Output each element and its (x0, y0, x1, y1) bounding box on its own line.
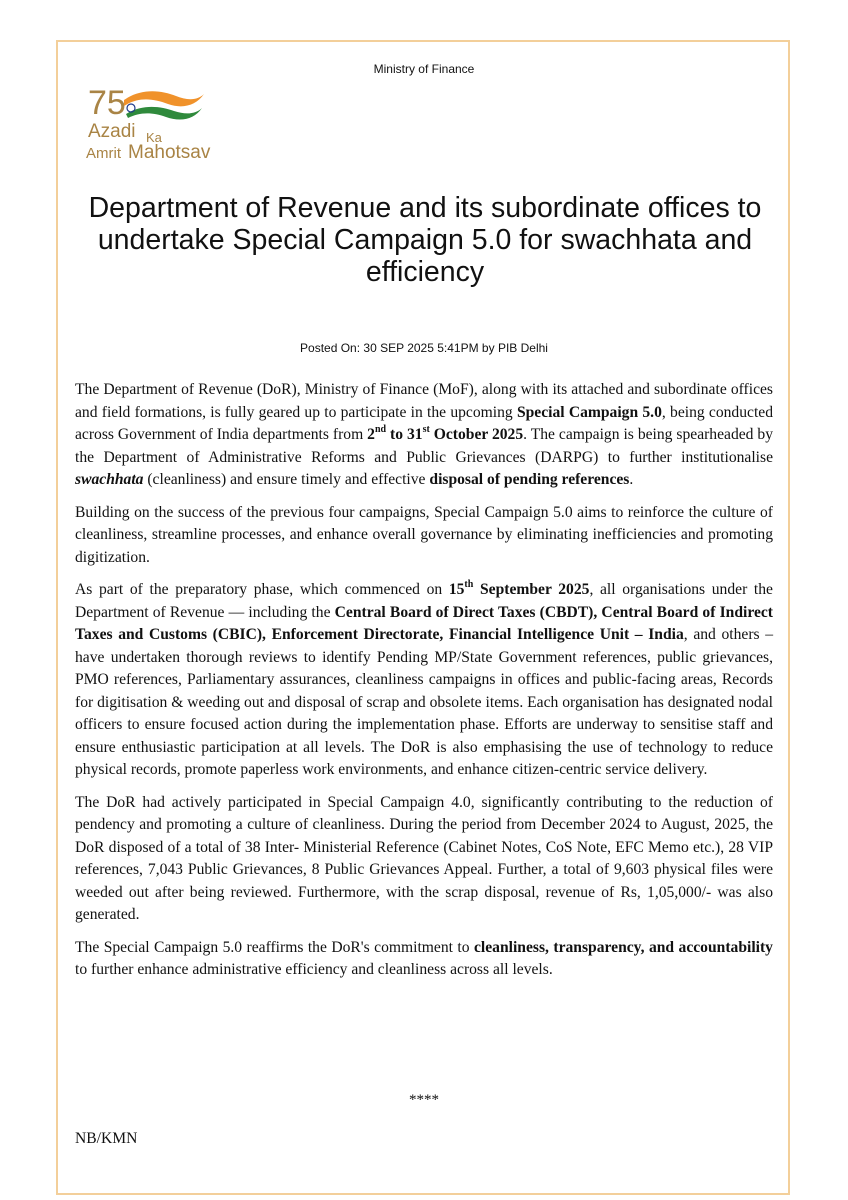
logo-ka: Ka (146, 130, 162, 145)
separator-stars: **** (409, 1092, 439, 1108)
logo-amrit: Amrit (86, 145, 121, 162)
paragraph-5: The Special Campaign 5.0 reaffirms the DoR's commitment to cleanliness, transparency, and accountability to further enhance administrative efficiency and cleanliness across all levels. (75, 938, 773, 978)
logo-flag-green (126, 107, 202, 120)
logo-chakra (127, 104, 135, 112)
paragraph-2: Building on the success of the previous four campaigns, Special Campaign 5.0 aims to reinforce the culture of cleanliness, streamline processes, and enhance overall governance by eliminating inefficiencies and promoting digitization. (75, 503, 773, 566)
logo-azadi: Azadi (88, 121, 136, 142)
signature: NB/KMN (75, 1130, 138, 1147)
article-body (75, 379, 773, 992)
logo-mahotsav: Mahotsav (128, 142, 211, 163)
logo-number: 75 (88, 84, 126, 122)
azadi-ka-amrit-mahotsav-logo (86, 80, 236, 170)
posted-on: Posted On: 30 SEP 2025 5:41PM by PIB Delhi (300, 341, 548, 355)
logo-flag-saffron (124, 91, 204, 106)
paragraph-1: The Department of Revenue (DoR), Ministry of Finance (MoF), along with its attached and subordinate offices and field formations, is fully geared up to participate in the upcoming Special Campaign 5.0, being conducted across Government of India departments from 2nd to 31st October 2025. The campaign is being spearheaded by the Department of Administrative Reforms and Public Grievances (DARPG) to further institutionalise swachhata (cleanliness) and ensure timely and effective disposal of pending references. (75, 381, 774, 488)
ministry-name: Ministry of Finance (373, 62, 475, 76)
page-title: Department of Revenue and its subordinate offices to undertake Special Campaign 5.0 for swachhata and efficiency (88, 192, 762, 288)
paragraph-4: The DoR had actively participated in Special Campaign 4.0, significantly contributing to the reduction of pendency and promoting a culture of cleanliness. During the period from December 2024 to August, 2025, the DoR disposed of a total of 38 Inter- Ministerial Reference (Cabinet Notes, CoS Note, EFC Memo etc.), 28 VIP references, 7,043 Public Grievances, 8 Public Grievances Appeal. Further, a total of 9,603 physical files were weeded out after being reviewed. Furthermore, with the scrap disposal, revenue of Rs, 1,05,000/- was also generated. (75, 793, 773, 923)
paragraph-3: As part of the preparatory phase, which commenced on 15th September 2025, all organisations under the Department of Revenue — including the Central Board of Direct Taxes (CBDT), Central Board of Indirect Taxes and Customs (CBIC), Enforcement Directorate, Financial Intelligence Unit – India, and others – have undertaken thorough reviews to identify Pending MP/State Government references, public grievances, PMO references, Parliamentary assurances, cleanliness campaigns in offices and public-facing areas, Records for digitisation & weeding out and disposal of scrap and obsolete items. Each organisation has designated nodal officers to ensure focused action during the implementation phase. Efforts are underway to sensitise staff and ensure enthusiastic participation at all levels. The DoR is also emphasising the use of technology to reduce physical records, promote paperless work environments, and enhance citizen-centric service delivery. (75, 578, 774, 778)
